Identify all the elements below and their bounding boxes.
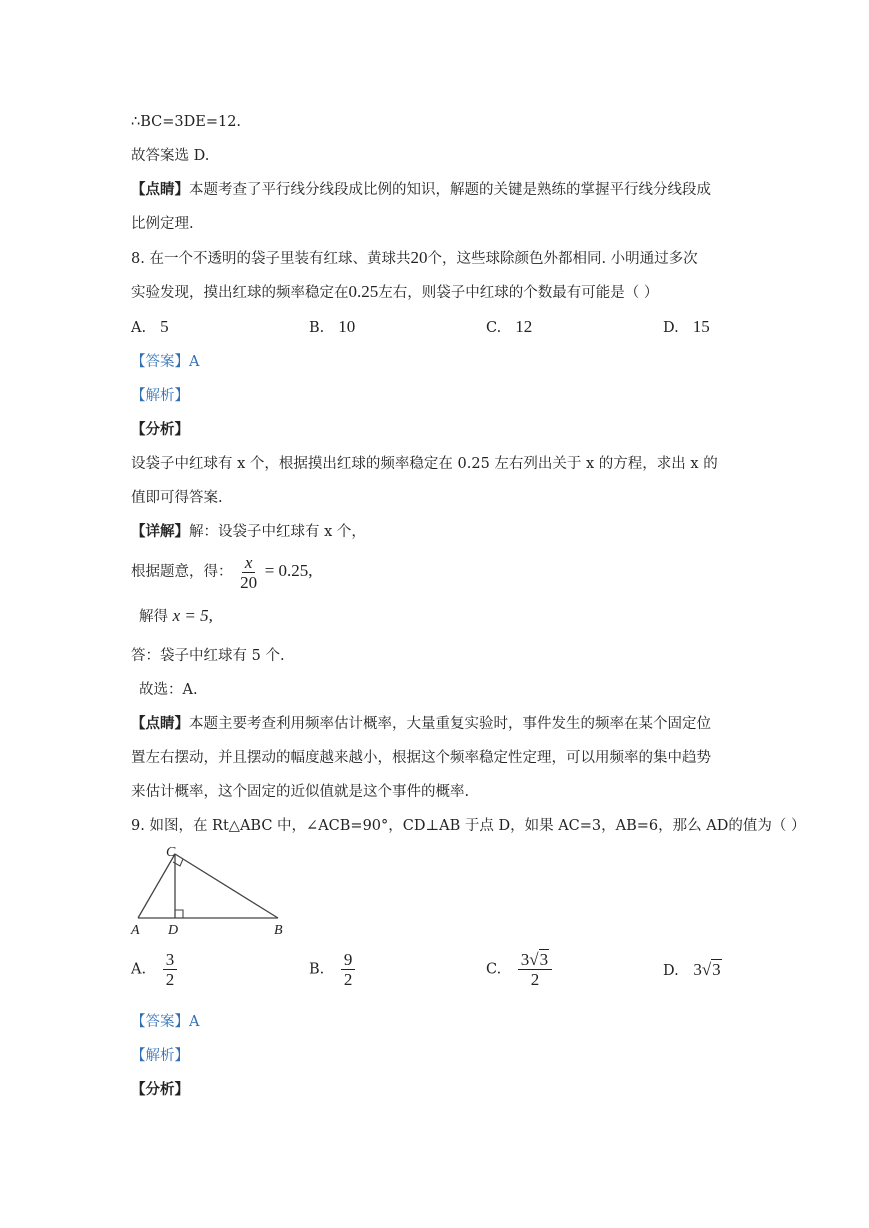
label-d: D <box>168 923 179 938</box>
q9-fenxi: 【分析】 <box>131 1081 189 1098</box>
note-tag: 【点睛】 <box>131 715 189 732</box>
detail-tag: 【详解】 <box>131 523 189 540</box>
question-9: 9. 如图，在 Rt△ABC 中，∠ACB=90°，CD⊥AB 于点 D，如果 AC=3，AB=6，那么 AD的值为（ ） <box>131 818 806 834</box>
edge-cb <box>175 854 278 918</box>
analysis-line: 设袋子中红球有 x 个，根据摸出红球的频率稳定在 0.25 左右列出关于 x 的方程，求出 x 的 <box>131 456 718 472</box>
q8-jiexi: 【解析】 <box>131 388 189 404</box>
q9-option-a: A. $\frac{3}{2}$ <box>131 950 177 989</box>
equation-fraction: $\frac{x}{20}$ <box>240 552 258 592</box>
note-line: 来估计概率，这个固定的近似值就是这个事件的概率. <box>131 784 470 800</box>
q8-text: 左右，则袋子中红球的个数最有可能是（ ） <box>378 285 659 301</box>
text-line: 故答案选 D. <box>131 148 210 164</box>
q8-text: 个，这些球除颜色外都相同. 小明通过多次 <box>427 251 698 267</box>
q8-option-a: A. 5 <box>131 317 169 336</box>
analysis-line: 值即可得答案. <box>131 490 223 506</box>
q9-jiexi: 【解析】 <box>131 1048 189 1064</box>
q8-number: 0.25 <box>348 282 379 301</box>
q8-option-b: B. 10 <box>309 317 356 336</box>
question-8-line-1 <box>131 248 698 269</box>
label-c: C <box>166 845 176 860</box>
q9-option-b: B. $\frac{9}{2}$ <box>309 950 355 989</box>
detail-line <box>131 522 366 542</box>
q8-number: 20 <box>410 248 428 267</box>
detail-text: 解：设袋子中红球有 x 个， <box>189 524 366 540</box>
note-text: 本题主要考查利用频率估计概率，大量重复实验时，事件发生的频率在某个固定位 <box>189 716 711 732</box>
note-text: 本题考查了平行线分线段成比例的知识，解题的关键是熟练的掌握平行线分线段成 <box>189 182 711 198</box>
conclusion-line: 答：袋子中红球有 5 个. <box>131 648 285 664</box>
right-angle-d <box>175 910 183 918</box>
edge-ac <box>138 854 175 918</box>
choose-line: 故选：A. <box>139 682 198 698</box>
text-line <box>131 180 711 200</box>
text-line: 比例定理. <box>131 216 194 232</box>
q8-answer: 【答案】A <box>131 354 200 370</box>
equation-prefix: 根据题意，得： <box>131 564 233 580</box>
note-line <box>131 714 711 734</box>
q8-option-c: C. 12 <box>486 317 533 336</box>
solve-prefix: 解得 <box>139 609 168 625</box>
label-a: A <box>131 923 140 938</box>
solve-line <box>139 606 213 627</box>
text-line: ∴BC=3DE=12. <box>131 114 242 130</box>
q8-text: 实验发现，摸出红球的频率稳定在 <box>131 285 349 301</box>
note-tag: 【点睛】 <box>131 181 189 198</box>
note-line: 置左右摆动，并且摆动的幅度越来越小，根据这个频率稳定性定理，可以用频率的集中趋势 <box>131 750 711 766</box>
question-8-line-2 <box>131 282 658 303</box>
triangle-figure <box>128 842 288 938</box>
solve-equation: x = 5, <box>172 606 213 625</box>
equation-rhs: = 0.25, <box>264 561 313 580</box>
label-b: B <box>274 923 283 938</box>
q9-answer: 【答案】A <box>131 1014 200 1030</box>
q8-fenxi: 【分析】 <box>131 421 189 438</box>
q8-option-d: D. 15 <box>663 317 710 336</box>
q9-option-d: D. 3√3 <box>663 960 721 979</box>
q9-option-c: C. $\frac{3√3}{2}$ <box>486 950 552 989</box>
q8-text: 8. 在一个不透明的袋子里装有红球、黄球共 <box>131 251 411 267</box>
equation-line <box>131 552 313 592</box>
